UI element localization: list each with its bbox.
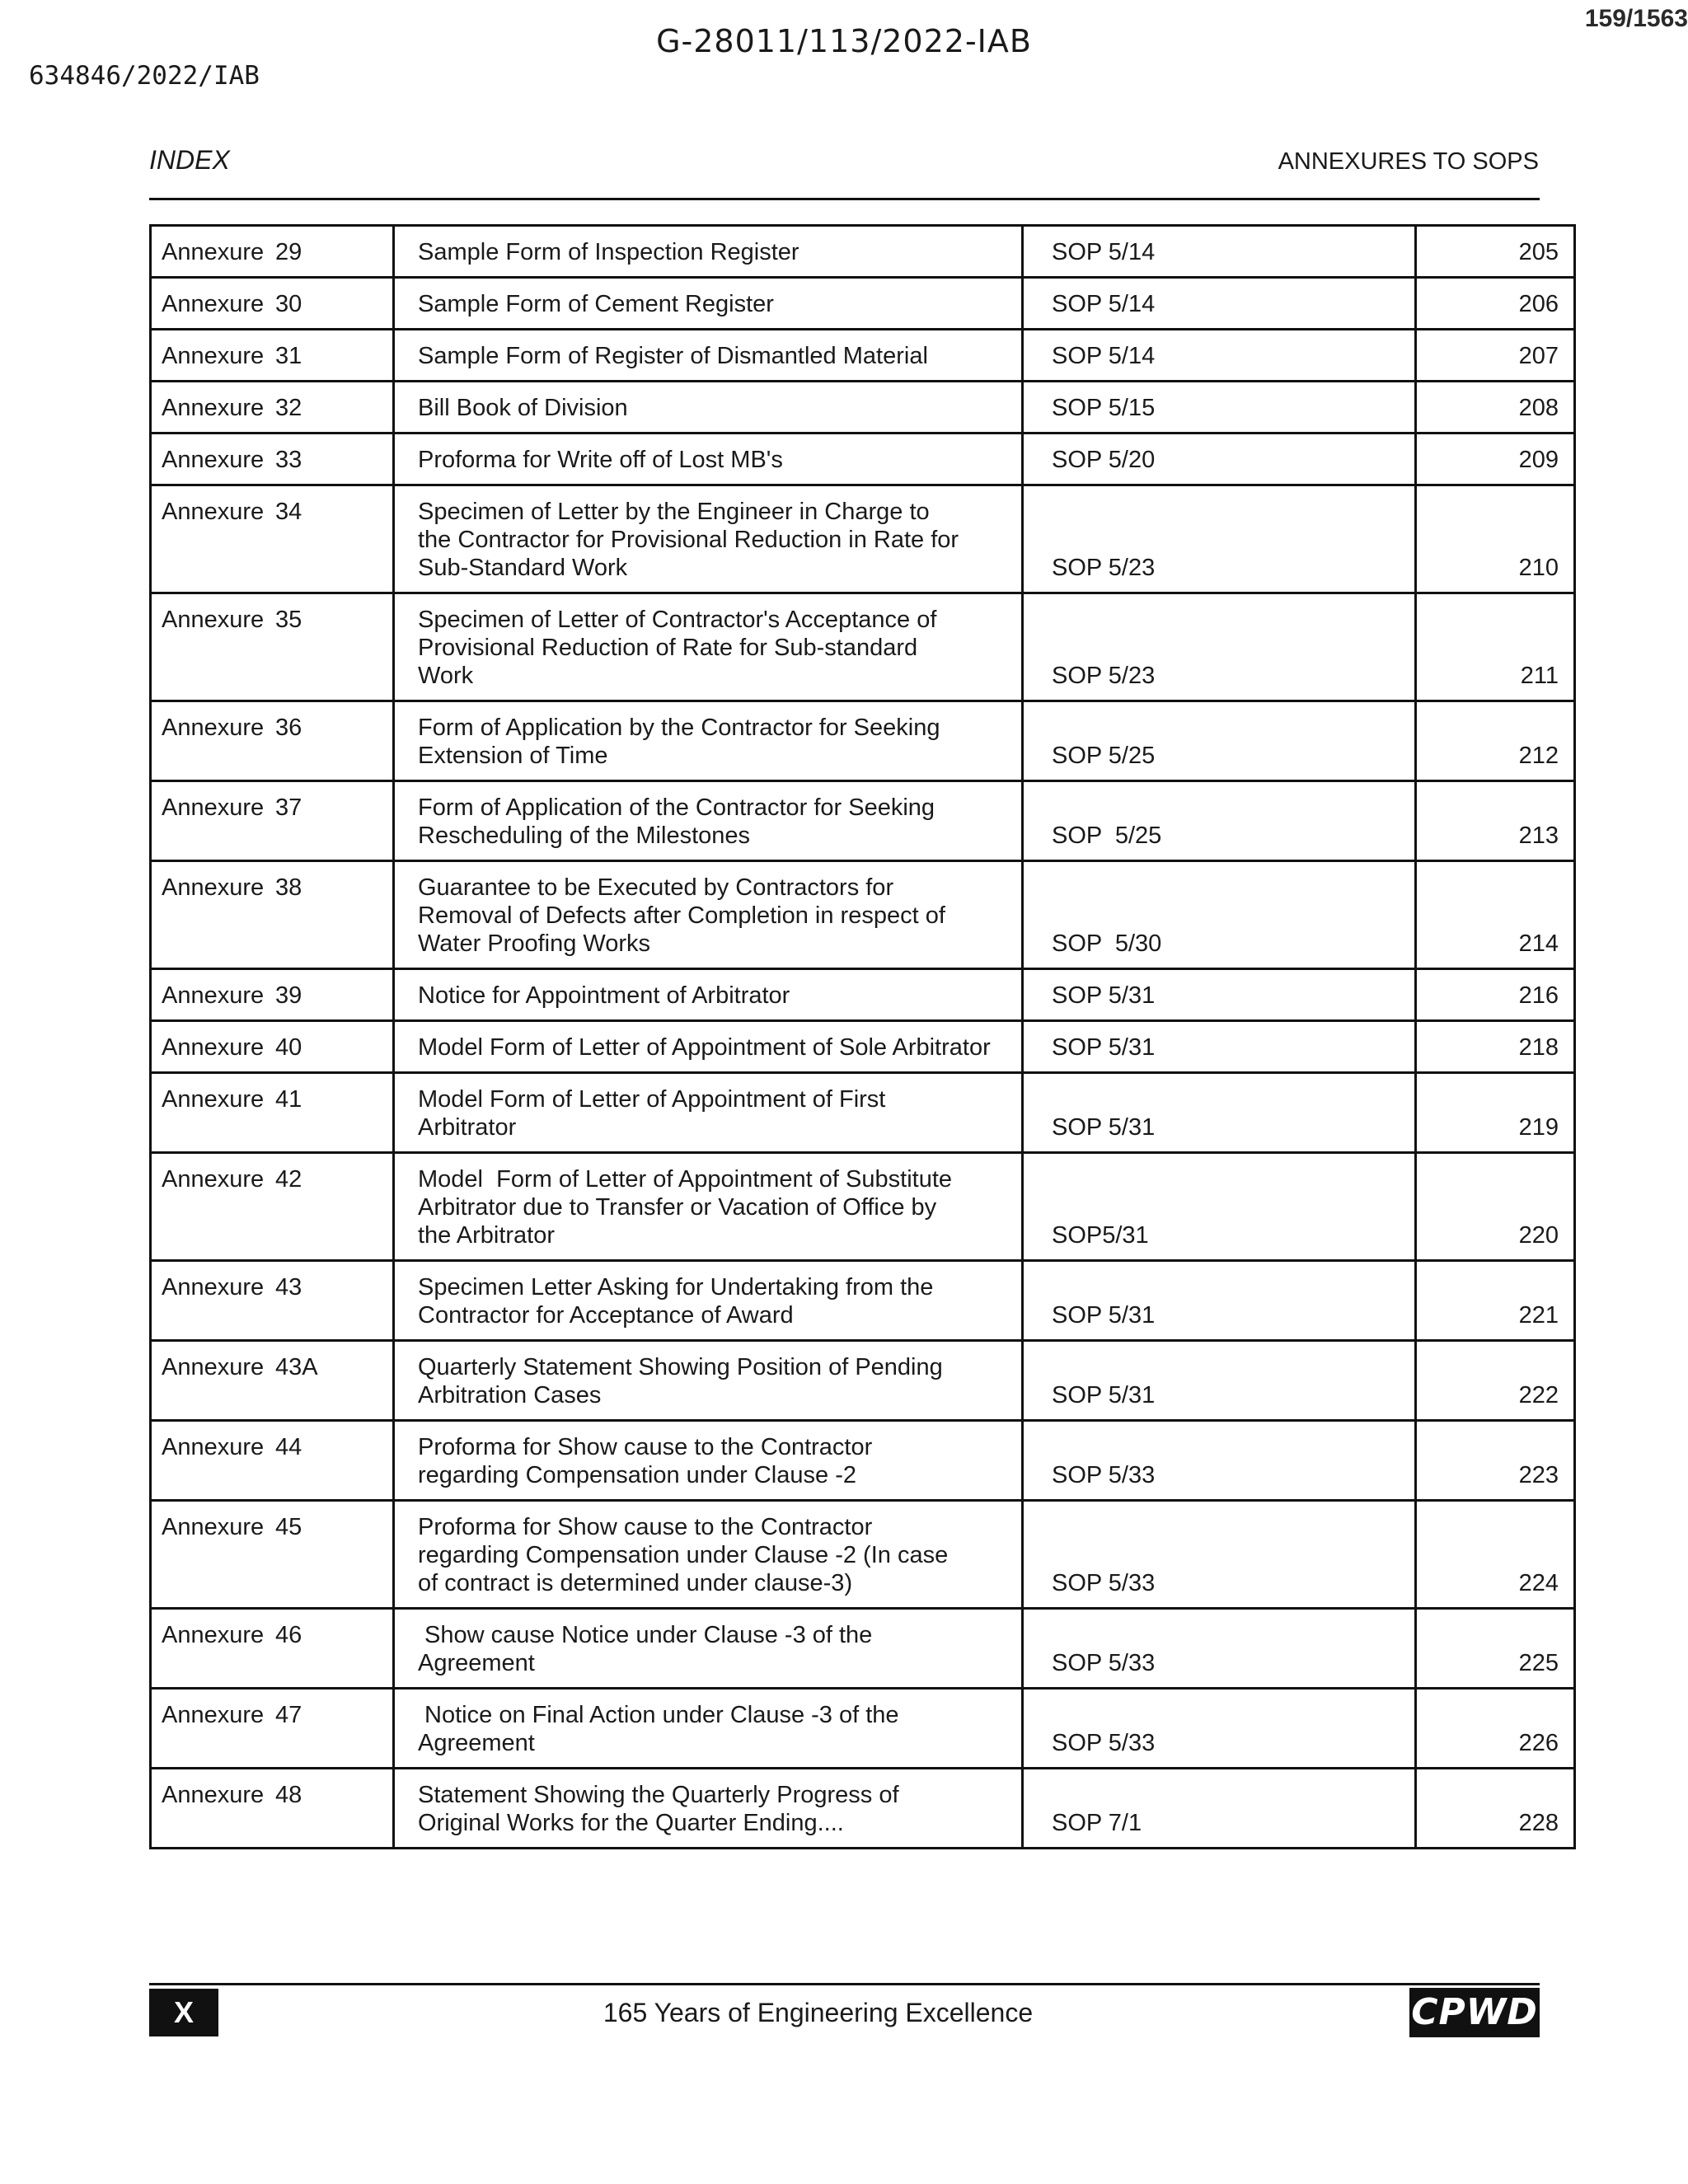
- title-line: Extension of Time: [418, 743, 608, 769]
- annexure-label: Annexure: [162, 1782, 265, 1808]
- sop-reference: SOP 5/14: [1023, 226, 1416, 278]
- title-cell: [394, 861, 1023, 969]
- title-cell: [394, 1153, 1023, 1261]
- title-line: Removal of Defects after Completion in respect of: [418, 902, 945, 929]
- title-line: Form of Application by the Contractor for Seeking: [418, 715, 940, 741]
- page-number: 216: [1416, 969, 1575, 1021]
- annexure-cell: [151, 701, 394, 781]
- annexure-label: Annexure: [162, 395, 265, 421]
- annexure-index-table: [149, 224, 1576, 1849]
- title-cell: [394, 969, 1023, 1021]
- annexure-cell: [151, 1261, 394, 1341]
- page-number: 226: [1416, 1689, 1575, 1769]
- annexure-number: 47: [275, 1702, 302, 1728]
- sop-reference: SOP5/31: [1023, 1153, 1416, 1261]
- title-cell: [394, 1261, 1023, 1341]
- title-line: Work: [418, 663, 474, 689]
- page-number: 206: [1416, 278, 1575, 330]
- sop-reference: SOP 7/1: [1023, 1769, 1416, 1849]
- sop-reference: SOP 5/23: [1023, 485, 1416, 593]
- annexure-number: 38: [275, 874, 302, 901]
- table-row: [151, 1261, 1575, 1341]
- table-row: [151, 861, 1575, 969]
- annexure-number: 33: [275, 447, 302, 473]
- sop-reference: SOP 5/33: [1023, 1501, 1416, 1609]
- annexure-cell: [151, 1689, 394, 1769]
- title-line: Provisional Reduction of Rate for Sub-standard: [418, 635, 918, 661]
- page-number: 212: [1416, 701, 1575, 781]
- sop-reference: SOP 5/31: [1023, 1021, 1416, 1073]
- annexure-number: 43: [275, 1274, 302, 1301]
- title-line: Agreement: [418, 1650, 535, 1676]
- annexure-number: 36: [275, 715, 302, 741]
- annexure-cell: [151, 382, 394, 434]
- annexure-number: 40: [275, 1034, 302, 1061]
- sop-reference: SOP 5/23: [1023, 593, 1416, 701]
- annexure-number: 35: [275, 607, 302, 633]
- page-number: 211: [1416, 593, 1575, 701]
- annexure-cell: [151, 593, 394, 701]
- title-cell: [394, 701, 1023, 781]
- title-cell: [394, 593, 1023, 701]
- annexure-label: Annexure: [162, 1622, 265, 1648]
- title-line: Arbitration Cases: [418, 1382, 602, 1408]
- sop-reference: SOP 5/15: [1023, 382, 1416, 434]
- annexure-number: 43A: [275, 1354, 318, 1380]
- title-line: Sub-Standard Work: [418, 555, 628, 581]
- title-line: Form of Application of the Contractor for Seeking: [418, 794, 935, 821]
- title-line: Bill Book of Division: [418, 395, 628, 421]
- annexure-label: Annexure: [162, 447, 265, 473]
- title-line: the Arbitrator: [418, 1222, 556, 1249]
- table-row: [151, 1689, 1575, 1769]
- page-number: 213: [1416, 781, 1575, 861]
- table-row: [151, 781, 1575, 861]
- title-line: Notice on Final Action under Clause -3 of the: [418, 1702, 899, 1728]
- annexure-label: Annexure: [162, 499, 265, 525]
- table-row: [151, 1021, 1575, 1073]
- page-number: 223: [1416, 1421, 1575, 1501]
- footer-tagline: 165 Years of Engineering Excellence: [603, 1998, 1034, 2027]
- page-number: 205: [1416, 226, 1575, 278]
- table-row: [151, 278, 1575, 330]
- title-line: Contractor for Acceptance of Award: [418, 1302, 794, 1329]
- annexure-label: Annexure: [162, 1702, 265, 1728]
- table-row: [151, 485, 1575, 593]
- title-cell: [394, 781, 1023, 861]
- annexure-cell: [151, 1501, 394, 1609]
- title-line: Show cause Notice under Clause -3 of the: [418, 1622, 873, 1648]
- table-row: [151, 1341, 1575, 1421]
- annexure-cell: [151, 278, 394, 330]
- footer-rule: [149, 1983, 1540, 1985]
- title-line: Statement Showing the Quarterly Progress of: [418, 1782, 899, 1808]
- annexure-cell: [151, 969, 394, 1021]
- annexure-cell: [151, 861, 394, 969]
- annexure-label: Annexure: [162, 1274, 265, 1301]
- page-number: 208: [1416, 382, 1575, 434]
- annexure-label: Annexure: [162, 1166, 265, 1193]
- sop-reference: SOP 5/33: [1023, 1689, 1416, 1769]
- title-line: regarding Compensation under Clause -2: [418, 1462, 856, 1488]
- sop-reference: SOP 5/30: [1023, 861, 1416, 969]
- title-cell: [394, 1021, 1023, 1073]
- table-row: [151, 226, 1575, 278]
- sop-reference: SOP 5/31: [1023, 1261, 1416, 1341]
- annexure-label: Annexure: [162, 1086, 265, 1113]
- index-label: INDEX: [149, 145, 230, 175]
- page-number: 228: [1416, 1769, 1575, 1849]
- page-number: 214: [1416, 861, 1575, 969]
- annexure-label: Annexure: [162, 982, 265, 1009]
- title-cell: [394, 1501, 1023, 1609]
- title-cell: [394, 1609, 1023, 1689]
- table-row: [151, 1421, 1575, 1501]
- title-line: the Contractor for Provisional Reduction in Rate for: [418, 527, 959, 553]
- title-cell: [394, 485, 1023, 593]
- annexure-number: 46: [275, 1622, 302, 1648]
- title-line: Specimen of Letter by the Engineer in Charge to: [418, 499, 930, 525]
- sop-reference: SOP 5/25: [1023, 701, 1416, 781]
- table-row: [151, 330, 1575, 382]
- title-cell: [394, 330, 1023, 382]
- table-row: [151, 1153, 1575, 1261]
- sop-reference: SOP 5/31: [1023, 1073, 1416, 1153]
- table-row: [151, 434, 1575, 485]
- table-row: [151, 1501, 1575, 1609]
- annexure-label: Annexure: [162, 1034, 265, 1061]
- title-cell: [394, 382, 1023, 434]
- title-cell: [394, 434, 1023, 485]
- footer-page-number: X: [149, 1989, 218, 2036]
- title-cell: [394, 1341, 1023, 1421]
- annexure-number: 31: [275, 343, 302, 369]
- annexure-cell: [151, 781, 394, 861]
- file-number: G-28011/113/2022-IAB: [656, 23, 1032, 59]
- section-label: ANNEXURES TO SOPS: [1278, 148, 1539, 175]
- annexure-label: Annexure: [162, 1354, 265, 1380]
- title-line: Agreement: [418, 1730, 535, 1756]
- sop-reference: SOP 5/31: [1023, 1341, 1416, 1421]
- title-cell: [394, 1073, 1023, 1153]
- receipt-number: 634846/2022/IAB: [29, 61, 260, 91]
- annexure-label: Annexure: [162, 607, 265, 633]
- annexure-cell: [151, 1421, 394, 1501]
- annexure-number: 37: [275, 794, 302, 821]
- title-cell: [394, 1421, 1023, 1501]
- sop-reference: SOP 5/14: [1023, 330, 1416, 382]
- annexure-number: 42: [275, 1166, 302, 1193]
- annexure-cell: [151, 1073, 394, 1153]
- page-number: 207: [1416, 330, 1575, 382]
- title-line: Model Form of Letter of Appointment of Substitute: [418, 1166, 953, 1193]
- title-line: Model Form of Letter of Appointment of First: [418, 1086, 886, 1113]
- table-row: [151, 1769, 1575, 1849]
- title-line: Arbitrator: [418, 1114, 517, 1141]
- title-cell: [394, 278, 1023, 330]
- table-row: [151, 593, 1575, 701]
- annexure-label: Annexure: [162, 343, 265, 369]
- annexure-cell: [151, 1153, 394, 1261]
- title-line: Water Proofing Works: [418, 930, 651, 957]
- page-number: 224: [1416, 1501, 1575, 1609]
- title-line: Proforma for Show cause to the Contractor: [418, 1514, 873, 1540]
- table-row: [151, 701, 1575, 781]
- title-line: Arbitrator due to Transfer or Vacation of Office by: [418, 1194, 937, 1221]
- title-line: Model Form of Letter of Appointment of Sole Arbitrator: [418, 1034, 991, 1061]
- page-counter: 159/1563: [1584, 5, 1688, 32]
- annexure-number: 34: [275, 499, 302, 525]
- title-line: Sample Form of Register of Dismantled Material: [418, 343, 928, 369]
- annexure-cell: [151, 1769, 394, 1849]
- annexure-cell: [151, 1609, 394, 1689]
- annexure-cell: [151, 1341, 394, 1421]
- header-rule: [149, 198, 1540, 200]
- sop-reference: SOP 5/31: [1023, 969, 1416, 1021]
- annexure-cell: [151, 434, 394, 485]
- title-line: Proforma for Show cause to the Contractor: [418, 1434, 873, 1460]
- annexure-cell: [151, 485, 394, 593]
- title-line: Rescheduling of the Milestones: [418, 823, 751, 849]
- annexure-label: Annexure: [162, 1514, 265, 1540]
- title-line: Sample Form of Cement Register: [418, 291, 774, 317]
- annexure-label: Annexure: [162, 794, 265, 821]
- annexure-label: Annexure: [162, 715, 265, 741]
- title-line: Specimen of Letter of Contractor's Acceptance of: [418, 607, 937, 633]
- page-number: 222: [1416, 1341, 1575, 1421]
- title-line: Proforma for Write off of Lost MB's: [418, 447, 783, 473]
- table-row: [151, 1609, 1575, 1689]
- cpwd-logo: CPWD: [1409, 1988, 1540, 2037]
- sop-reference: SOP 5/33: [1023, 1421, 1416, 1501]
- page-number: 220: [1416, 1153, 1575, 1261]
- annexure-number: 41: [275, 1086, 302, 1113]
- table-row: [151, 969, 1575, 1021]
- title-line: Guarantee to be Executed by Contractors for: [418, 874, 894, 901]
- annexure-number: 32: [275, 395, 302, 421]
- title-cell: [394, 1689, 1023, 1769]
- sop-reference: SOP 5/33: [1023, 1609, 1416, 1689]
- annexure-number: 45: [275, 1514, 302, 1540]
- annexure-label: Annexure: [162, 874, 265, 901]
- annexure-label: Annexure: [162, 1434, 265, 1460]
- page-number: 225: [1416, 1609, 1575, 1689]
- annexure-cell: [151, 330, 394, 382]
- annexure-cell: [151, 1021, 394, 1073]
- annexure-number: 48: [275, 1782, 302, 1808]
- title-cell: [394, 226, 1023, 278]
- annexure-number: 44: [275, 1434, 302, 1460]
- sop-reference: SOP 5/25: [1023, 781, 1416, 861]
- sop-reference: SOP 5/14: [1023, 278, 1416, 330]
- title-line: Quarterly Statement Showing Position of Pending: [418, 1354, 943, 1380]
- title-line: of contract is determined under clause-3): [418, 1570, 853, 1596]
- annexure-cell: [151, 226, 394, 278]
- annexure-number: 39: [275, 982, 302, 1009]
- title-line: Specimen Letter Asking for Undertaking from the: [418, 1274, 934, 1301]
- title-line: Notice for Appointment of Arbitrator: [418, 982, 790, 1009]
- table-row: [151, 382, 1575, 434]
- title-line: Original Works for the Quarter Ending....: [418, 1810, 844, 1836]
- title-cell: [394, 1769, 1023, 1849]
- sop-reference: SOP 5/20: [1023, 434, 1416, 485]
- page-number: 218: [1416, 1021, 1575, 1073]
- title-line: Sample Form of Inspection Register: [418, 239, 799, 265]
- table-row: [151, 1073, 1575, 1153]
- page-number: 210: [1416, 485, 1575, 593]
- title-line: regarding Compensation under Clause -2 (In case: [418, 1542, 949, 1568]
- annexure-label: Annexure: [162, 291, 265, 317]
- annexure-number: 29: [275, 239, 302, 265]
- page-number: 221: [1416, 1261, 1575, 1341]
- page-number: 219: [1416, 1073, 1575, 1153]
- annexure-label: Annexure: [162, 239, 265, 265]
- annexure-number: 30: [275, 291, 302, 317]
- page-number: 209: [1416, 434, 1575, 485]
